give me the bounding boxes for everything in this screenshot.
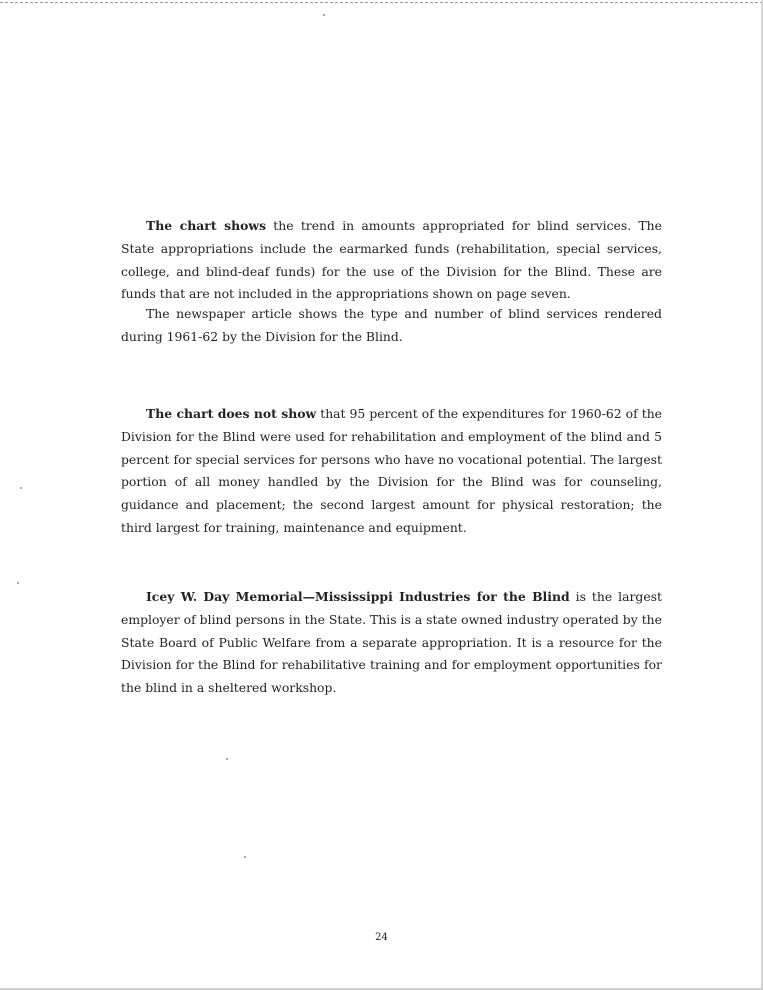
paragraph-chart-does-not-show	[121, 403, 662, 540]
scan-speck	[244, 856, 246, 858]
page-number: 24	[375, 932, 388, 943]
paragraph-text: that 95 percent of the expenditures for 1960-62 of the Division for the Blind were used for rehabilitation and employment of the blind and 5 percent for special services for persons who have no vocational potential. The largest portion of all money handled by the Division for the Blind was for counseling, guidance and placement; the second largest amount for physical restoration; the third largest for training, maintenance and equipment.	[121, 406, 663, 535]
paragraph-text: is the largest employer of blind persons in the State. This is a state owned industry operated by the State Board of Public Welfare from a separate appropriation. It is a resource for the Division for the Blind for rehabilitative training and for employment opportunities for the blind in a sheltered workshop.	[121, 589, 662, 696]
paragraph-chart-shows	[121, 215, 662, 306]
paragraph-lead: Icey W. Day Memorial—Mississippi Industries for the Blind	[146, 589, 570, 604]
scan-speck	[226, 758, 228, 760]
paragraph-lead: The chart shows	[146, 218, 267, 233]
scan-speck	[17, 582, 19, 584]
paragraph-text: The newspaper article shows the type and number of blind services rendered during 1961-62 by the Division for the Blind.	[121, 306, 662, 344]
scan-speck	[20, 487, 22, 489]
paragraph-icey-w-day-memorial	[121, 586, 662, 700]
scan-speck	[323, 14, 325, 16]
paragraph-newspaper-article	[121, 303, 662, 349]
page-top-border	[0, 2, 763, 3]
paragraph-text: the trend in amounts appropriated for blind services. The State appropriations include the earmarked funds (rehabilitation, special services, college, and blind-deaf funds) for the use of the Division for the Blind. These are funds that are not included in the appropriations shown on page seven.	[121, 218, 662, 302]
paragraph-lead: The chart does not show	[146, 406, 317, 421]
